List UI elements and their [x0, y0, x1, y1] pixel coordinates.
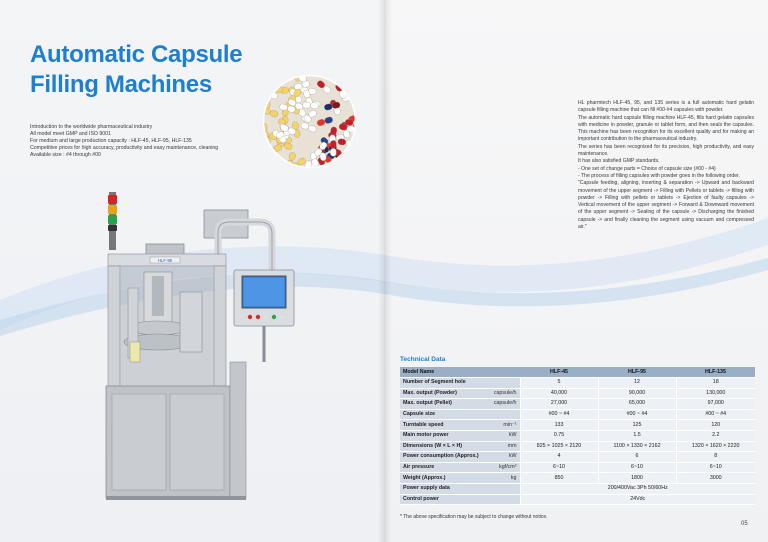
value-hlf-45: 133: [520, 420, 598, 431]
table-row: [400, 388, 755, 399]
value-hlf-95: 6: [598, 452, 676, 463]
title-line-1: Automatic Capsule: [30, 41, 243, 68]
page-title: [30, 40, 242, 100]
value-hlf-135: 120: [676, 420, 755, 431]
spec-unit: kgf/cm²: [482, 462, 520, 473]
header-hlf-45: HLF-45: [520, 367, 598, 378]
table-row: [400, 420, 755, 431]
value-hlf-45: 0.75: [520, 430, 598, 441]
value-hlf-45: #00 ~ #4: [520, 409, 598, 420]
spec-name: Main motor power: [400, 430, 482, 441]
spec-value-all-models: 200/400Vac 3Ph 50/60Hz: [520, 483, 755, 494]
spec-name: Dimensions (W × L × H): [400, 441, 482, 452]
table-row: [400, 483, 755, 494]
description-paragraph: - The process of filling capsules with powder goes in the following order.: [578, 172, 740, 179]
table-row: [400, 452, 755, 463]
intro-line: Competitive prices for high accuracy, productivity and easy maintenance, cleaning: [30, 145, 219, 151]
intro-line: For medium and large production capacity : HLF-45, HLF-95, HLF-135: [30, 138, 192, 144]
value-hlf-45: 40,000: [520, 388, 598, 399]
spec-unit: kW: [482, 430, 520, 441]
spec-unit: [482, 378, 520, 389]
spec-name: Max. output (Powder): [400, 388, 482, 399]
spec-name: Control power: [400, 494, 520, 505]
intro-list: [30, 124, 260, 159]
book-gutter: [378, 0, 392, 542]
value-hlf-95: 90,000: [598, 388, 676, 399]
technical-data-table: [400, 367, 755, 505]
value-hlf-95: 1.5: [598, 430, 676, 441]
value-hlf-135: 3000: [676, 473, 755, 484]
value-hlf-135: 2.2: [676, 430, 755, 441]
technical-data-title: Technical Data: [400, 356, 446, 363]
description-paragraph: "Capsule feeding, aligning, inserting & separation -> Upward and backward movement of the upper segment -> Filling with Pellets or tablets -> filling with powder -> Filling with pellets or tablets -> Ejection of faulty capsules -> Vertical movement of the upper segment -> Forward & Downward movement of the upper segment -> Sealing of the capsule -> Discharging the finished capsule -> and finally cleaning the segment using vacuum and compressed air.": [578, 180, 754, 231]
table-row: [400, 409, 755, 420]
table-row: [400, 378, 755, 389]
spec-unit: capsule/h: [482, 388, 520, 399]
page-number: 05: [741, 521, 748, 527]
value-hlf-95: 12: [598, 378, 676, 389]
value-hlf-45: 6~10: [520, 462, 598, 473]
value-hlf-135: 130,000: [676, 388, 755, 399]
spec-unit: min⁻¹: [482, 420, 520, 431]
spec-name: Power supply data: [400, 483, 520, 494]
table-row: [400, 462, 755, 473]
value-hlf-95: #00 ~ #4: [598, 409, 676, 420]
value-hlf-135: 6~10: [676, 462, 755, 473]
description-paragraph: It has also satisfied GMP standards.: [578, 158, 660, 165]
title-line-2: Filling Machines: [30, 71, 212, 98]
table-row: [400, 494, 755, 505]
capsules-photo: [262, 74, 357, 169]
value-hlf-45: 27,000: [520, 399, 598, 410]
value-hlf-45: 5: [520, 378, 598, 389]
spec-unit: [482, 409, 520, 420]
value-hlf-95: 125: [598, 420, 676, 431]
spec-unit: capsule/h: [482, 399, 520, 410]
spec-name: Power consumption (Approx.): [400, 452, 482, 463]
value-hlf-135: #00 ~ #4: [676, 409, 755, 420]
table-header-row: [400, 367, 755, 378]
value-hlf-95: 6~10: [598, 462, 676, 473]
value-hlf-135: 1320 × 1620 × 2220: [676, 441, 755, 452]
spec-unit: kg: [482, 473, 520, 484]
table-row: [400, 441, 755, 452]
spec-name: Turntable speed: [400, 420, 482, 431]
spec-name: Weight (Approx.): [400, 473, 482, 484]
value-hlf-135: 97,000: [676, 399, 755, 410]
value-hlf-95: 65,000: [598, 399, 676, 410]
value-hlf-135: 8: [676, 452, 755, 463]
table-row: [400, 430, 755, 441]
description-paragraph: HL pharmtech HLF-45, 95, and 135 series is a full automatic hard gelatin capsule filling machine that can fill #00-#4 capsules with powder.: [578, 100, 754, 114]
spec-name: Max. output (Pellet): [400, 399, 482, 410]
description-paragraph: The automatic hard capsule filling machine HLF-45, fills hard gelatin capsules with medicine in powder, granule or tablet form, and then seals the capsules. This machine has been recognition for its excellent quality and for making an important contribution to the pharmaceutical industry.: [578, 114, 754, 143]
intro-line: All model meet GMP and ISO 9001: [30, 131, 111, 137]
value-hlf-45: 4: [520, 452, 598, 463]
footnote: * The above specification may be subject to change without notice.: [400, 514, 548, 520]
spec-value-all-models: 24Vdc: [520, 494, 755, 505]
intro-line: Introduction to the worldwide pharmaceutical industry: [30, 124, 153, 130]
spec-unit: kW: [482, 452, 520, 463]
machine-nameplate: HLF-95: [158, 258, 172, 263]
capsule-filling-machine-image: [100, 192, 300, 502]
spec-name: Number of Segment hole: [400, 378, 482, 389]
description-text: [578, 100, 754, 231]
spec-name: Air pressure: [400, 462, 482, 473]
table-row: [400, 473, 755, 484]
value-hlf-95: 1800: [598, 473, 676, 484]
value-hlf-45: 825 × 1025 × 2120: [520, 441, 598, 452]
spec-unit: mm: [482, 441, 520, 452]
header-hlf-95: HLF-95: [598, 367, 676, 378]
header-hlf-135: HLF-135: [676, 367, 755, 378]
table-row: [400, 399, 755, 410]
description-paragraph: - One set of change parts = Choice of capsule size (#00 - #4): [578, 165, 716, 172]
description-paragraph: The series has been recognized for its precision, high productivity, and easy maintenance.: [578, 143, 754, 158]
value-hlf-45: 850: [520, 473, 598, 484]
value-hlf-135: 18: [676, 378, 755, 389]
intro-line: Available size : #4 through #00: [30, 152, 101, 158]
header-model-name: Model Name: [400, 367, 520, 378]
value-hlf-95: 1100 × 1330 × 2162: [598, 441, 676, 452]
spec-name: Capsule size: [400, 409, 482, 420]
